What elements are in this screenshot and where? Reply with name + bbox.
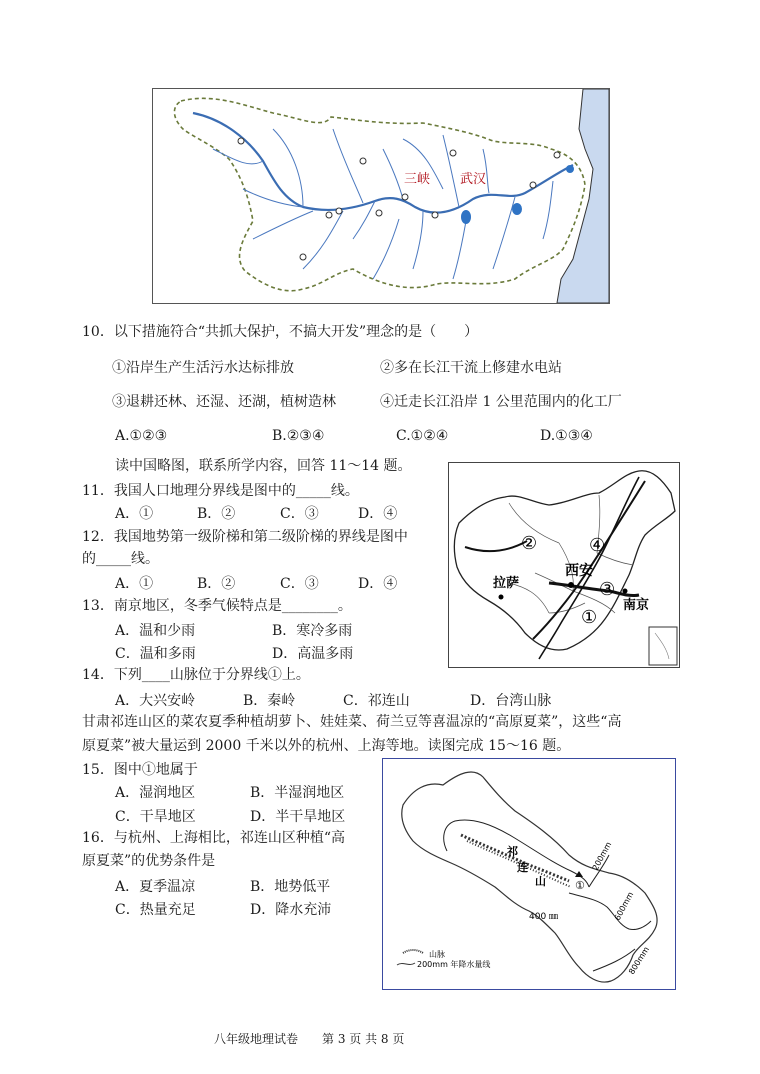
- q14-option-c[interactable]: C．祁连山: [343, 693, 410, 709]
- label-200mm: 200mm: [590, 840, 614, 872]
- label-line-2: ②: [521, 533, 538, 554]
- q10-item-3: ③退耕还林、还湿、还湖，植树造林: [112, 394, 336, 410]
- q14-option-d[interactable]: D．台湾山脉: [470, 693, 552, 709]
- china-outline: [454, 471, 675, 650]
- label-sanxia: 三峡: [404, 172, 431, 187]
- qilian-mountain-range: [461, 835, 571, 887]
- label-shan: 山: [535, 875, 546, 888]
- q14-stem: 14．下列____山脉位于分界线①上。: [82, 667, 310, 683]
- q10-option-b[interactable]: B.②③④: [272, 428, 325, 444]
- q10-option-d[interactable]: D.①③④: [540, 428, 593, 444]
- isohyet-400: [569, 893, 651, 930]
- label-lasa: 拉萨: [493, 576, 520, 591]
- label-xian: 西安: [565, 563, 593, 579]
- label-600mm: 600mm: [612, 890, 636, 922]
- q15-stem: 15．图中①地属于: [82, 762, 198, 778]
- q16-stem-line2: 原夏菜”的优势条件是: [82, 853, 216, 869]
- yangtze-map: [152, 88, 610, 304]
- q10-item-1: ①沿岸生产生活污水达标排放: [112, 360, 294, 376]
- line-2: [465, 541, 527, 551]
- page-footer: 八年级地理试卷 第 3 页 共 8 页: [214, 1032, 405, 1046]
- q11-option-d[interactable]: D．④: [358, 506, 398, 522]
- q13-stem: 13．南京地区，冬季气候特点是________。: [82, 598, 352, 614]
- q12-option-c[interactable]: C．③: [280, 576, 319, 592]
- q15-option-c[interactable]: C．干旱地区: [115, 809, 196, 825]
- label-nanjing: 南京: [623, 598, 650, 613]
- q10-option-a[interactable]: A.①②③: [115, 428, 168, 444]
- q16-option-a[interactable]: A．夏季温凉: [115, 879, 196, 895]
- legend-mountain-icon: [403, 950, 423, 953]
- q16-option-d[interactable]: D．降水充沛: [250, 902, 332, 918]
- label-line-1: ①: [581, 607, 598, 628]
- q14-option-b[interactable]: B．秦岭: [243, 693, 296, 709]
- lake-poyang: [512, 203, 522, 215]
- label-800mm: 800mm: [627, 945, 652, 977]
- q11-option-c[interactable]: C．③: [280, 506, 319, 522]
- yangtze-map-graphic: [153, 89, 609, 303]
- intro-11-14: 读中国略图，联系所学内容，回答 11～14 题。: [115, 458, 412, 474]
- city-lasa-dot: [499, 595, 504, 600]
- q16-option-b[interactable]: B．地势低平: [250, 879, 331, 895]
- label-400mm: 400 ㎜: [529, 912, 559, 922]
- q10-option-c[interactable]: C.①②④: [396, 428, 449, 444]
- q10-item-4: ④迁走长江沿岸 1 公里范围内的化工厂: [380, 394, 622, 410]
- q15-option-d[interactable]: D．半干旱地区: [250, 809, 346, 825]
- q10-stem: 10．以下措施符合“共抓大保护，不搞大开发”理念的是（ ）: [82, 324, 479, 340]
- intro-15-16-line2: 原夏菜”被大量运到 2000 千米以外的杭州、上海等地。读图完成 15～16 题。: [82, 738, 571, 754]
- q12-option-d[interactable]: D．④: [358, 576, 398, 592]
- q13-option-d[interactable]: D．高温多雨: [272, 646, 354, 662]
- q15-option-b[interactable]: B．半湿润地区: [250, 785, 345, 801]
- q12-stem-line2: 的_____线。: [82, 551, 159, 567]
- q13-option-b[interactable]: B．寒冷多雨: [272, 623, 353, 639]
- intro-15-16-line1: 甘肃祁连山区的菜农夏季种植胡萝卜、娃娃菜、荷兰豆等喜温凉的“高原夏菜”，这些“高: [82, 714, 622, 730]
- label-line-4: ④: [589, 535, 606, 556]
- label-point-1: ①: [575, 879, 585, 892]
- lake-tai: [566, 165, 574, 173]
- china-map-graphic: [449, 463, 679, 667]
- label-qi: 祁: [507, 845, 518, 858]
- lake-dongting: [461, 210, 471, 224]
- q12-option-b[interactable]: B．②: [197, 576, 236, 592]
- label-wuhan: 武汉: [460, 172, 487, 187]
- q13-option-c[interactable]: C．温和多雨: [115, 646, 196, 662]
- gansu-map: [382, 758, 676, 990]
- tributaries: [213, 129, 553, 279]
- q11-option-a[interactable]: A．①: [115, 506, 154, 522]
- q15-option-a[interactable]: A．湿润地区: [115, 785, 196, 801]
- q12-option-a[interactable]: A．①: [115, 576, 154, 592]
- label-lian: 连: [517, 861, 528, 874]
- city-xian-dot: [568, 582, 574, 588]
- gansu-map-graphic: [383, 759, 675, 989]
- q13-option-a[interactable]: A．温和少雨: [115, 623, 196, 639]
- q16-stem-line1: 16．与杭州、上海相比，祁连山区种植“高: [82, 830, 345, 846]
- yangtze-main-river: [193, 113, 573, 213]
- legend-isohyet-label: 200mm 年降水量线: [417, 960, 491, 969]
- label-line-3: ③: [599, 579, 616, 600]
- q12-stem-line1: 12．我国地势第一级阶梯和第二级阶梯的界线是图中: [82, 529, 408, 545]
- legend-isohyet-icon: [397, 963, 415, 965]
- q16-option-c[interactable]: C．热量充足: [115, 902, 196, 918]
- q11-option-b[interactable]: B．②: [197, 506, 236, 522]
- china-map: [448, 462, 680, 668]
- city-nanjing-dot: [623, 589, 628, 594]
- q14-option-a[interactable]: A．大兴安岭: [115, 693, 196, 709]
- south-sea-inset: [649, 627, 677, 665]
- q11-stem: 11．我国人口地理分界线是图中的_____线。: [82, 483, 359, 499]
- q10-item-2: ②多在长江干流上修建水电站: [380, 360, 562, 376]
- legend-mountain-label: 山脉: [429, 950, 445, 959]
